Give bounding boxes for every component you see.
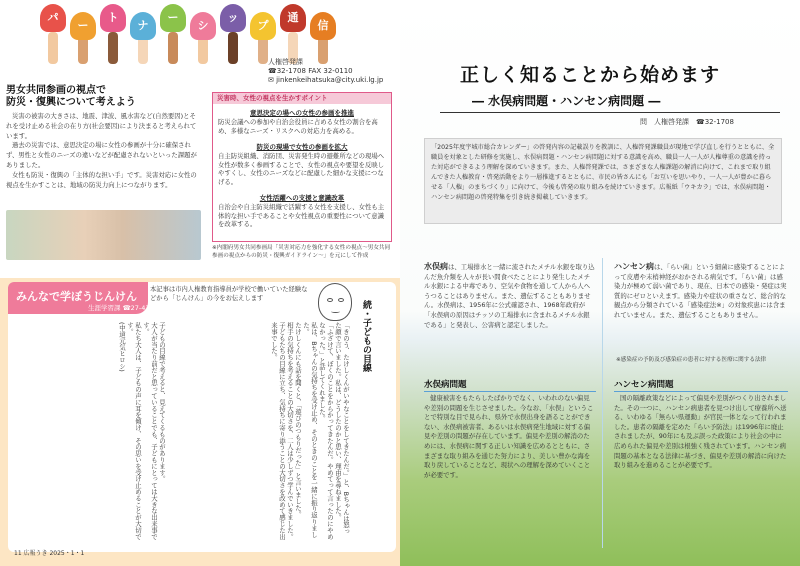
- points-box-heading: 災害時、女性の視点を生かすポイント: [213, 93, 391, 104]
- column-divider: [602, 258, 603, 548]
- minamata-column: [424, 262, 596, 330]
- contact-dept-right: 問 人権啓発課 ☎32-1708: [640, 118, 734, 126]
- points-box: [212, 92, 392, 242]
- source-note: ※内閣府男女共同参画局「災害対応力を強化する女性の視点〜男女共同参画の視点からの防災・復興ガイドライン〜」を元にして作成: [212, 245, 391, 259]
- point-heading: 防災の現場で女性の参画を拡大: [256, 143, 348, 151]
- banner-hand-char: シ: [190, 12, 216, 40]
- jinken-title: みんなで学ぼうじんけん: [16, 290, 137, 303]
- page-title: 正しく知ることから始めます: [460, 64, 721, 86]
- author-name: (中道元気ヒロシ): [118, 322, 126, 372]
- point-heading: 意思決定の場への女性の参画を推進: [250, 109, 354, 117]
- banner-arm: [168, 32, 178, 64]
- contact-phone: ☎32-1708 FAX 32-0110: [268, 67, 353, 75]
- vertical-column-text-left: 子どもの目線で考えると、見えてくるものがあります。 大人が当たり前だと思っていることでも、子どもにとっては大きな出来事です。 私たち大人は、子どもの声に耳を傾け、その思いを受け止めることが大切です。 (中道元気ヒロシ): [118, 322, 166, 540]
- article-paragraph: 災害の被害の大きさは、地震、津波、風水害など(自然要因)とそれを受け止める社会の在り方(社会要因)により決まると考えられています。: [6, 112, 197, 140]
- vertical-column-text: 「きのう、たけしくんがいやなことをしてきたんだ。」と、Bちゃんは怒った顔で言いました。私は、どうしたのかと思い、理由を尋ねました。 「ふざけて、ぼくのことをからかってきたんだ。やめてって言ったのにやめなかった。」と話してくれました。 私は、Bちゃんの気持ちを受け止め、そのときのことを一緒に振り返りました。 たけしくんにも話を聞くと、「遊びのつもりだった」と言いました。 相手の気持ちを考えることの大切さを、二人は少しずつ学んでいきました。 子どもたちの目線に立ち、気持ちに寄り添うことの大切さを改めて感じた出来事でした。: [270, 322, 350, 540]
- article-paragraph: 過去の災害では、意思決定の場に女性の参画が十分に確保されず、男性と女性のニーズの違いなどが配慮されないといった課題がありました。: [6, 141, 197, 169]
- banner-hand-char: ー: [70, 12, 96, 40]
- hands-photo: [6, 210, 201, 260]
- page-subtitle: ― 水俣病問題・ハンセン病問題 ―: [472, 94, 661, 108]
- contact-dept: 人権啓発課: [268, 58, 303, 66]
- hansen-issue-text: 国の隔離政策などによって偏見や差別がつくり出されました。その一つに、ハンセン病患者を見つけ出して療養所へ送る、いわゆる「無らい県運動」が官民一体となって行われました。患者の隔離を定めた「らい予防法」は1996年に廃止されましたが、90年にも及ぶ誤った政策により社会の中に広められた偏見や差別は根強く残されています。ハンセン病問題の基本となる法律に基づき、偏見や差別の解消に向けた取り組みを進めることが必要です。: [614, 394, 787, 470]
- point-heading: 女性活躍への支援と意識改革: [259, 194, 345, 202]
- banner-arm: [228, 32, 238, 64]
- banner-hand-char: 信: [310, 12, 336, 40]
- hansen-text: は、「らい菌」という細菌に感染することによって皮膚や末梢神経がおかされる病気です。「らい菌」は感染力が極めて弱い菌であり、現在、日本での感染・発症は実質的にゼロといえます。感染力や症状の重さなど、総合的な観点から分類されている「感染症法※」の対象疾患には含まれていません。また、遺伝することもありません。: [614, 263, 787, 319]
- banner-hand-char: ナ: [130, 12, 156, 40]
- banner-hand-char: ー: [160, 4, 186, 32]
- point-text: 自治会や自主防災組織で活躍する女性を支援し、女性も主体的な担い手であることや女性視点の重要性について意識を改革する。: [218, 203, 385, 229]
- point-text: 防災会議への参加や自治会役員に占める女性の割合を高め、多様なニーズ・リスクへの対応力を高める。: [218, 118, 378, 135]
- minamata-heading: 水俣病問題: [424, 378, 596, 392]
- hansen-footnote: ※感染症の予防及び感染症の患者に対する医療に関する法律: [616, 357, 767, 363]
- banner-hand-char: 通: [280, 4, 306, 32]
- contact-email: ✉ jinkenkeihatsuka@city.uki.lg.jp: [268, 76, 384, 84]
- banner-arm: [48, 32, 58, 64]
- jinken-description: 本記事は市内人権教育指導員が学校で働いていた経験などから「じんけん」の今をお伝えします: [150, 286, 308, 302]
- minamata-text: は、工場排水と一緒に流されたメチル水銀を取り込んだ魚介類を人々が長い間食べたことにより発生したメチル水銀による中毒であり、空気や食物を通して人から人へうつることはありません。また、遺伝することもありません。水俣病は、1956年に公式確認され、1968年政府が「水俣病の原因はチッソの工場排水に含まれるメチル水銀である」と発表し、公害病と認定しました。: [424, 263, 595, 329]
- intro-box: 「2025年度宇城市総合カレンダー」の啓発内容の記載誤りを教訓に、人権啓発課職員が現地で学び直しを行うとともに、全職員を対象とした研修を実施し、水俣病問題・ハンセン病問題に対する意識を高め、職員一人一人が人権尊重の意識を持った対応ができるよう理解を深めていきます。また、人権啓発課では、さまざまな人権課題の解消に向けて、これまで取り組んできた人権教育・啓発活動をより一層推進するとともに、市民の皆さんにも「お互いを思いやり、一人一人が豊かに暮らせる「人権」のまちづくり」に向けて、今後も啓発の取り組みを続けていきます。広報紙「ウキカラ」では、水俣病問題・ハンセン病問題の啓発特集を引き続き掲載していきます。: [424, 138, 782, 224]
- hansen-heading: ハンセン病問題: [614, 378, 788, 392]
- partnership-banner: [40, 2, 360, 64]
- minamata-lead: 水俣病: [424, 262, 448, 271]
- page-number: 11 広報うき 2025・1・1: [14, 550, 85, 557]
- article-body: [6, 112, 202, 190]
- minamata-issue-text: 健康被害をもたらしたばかりでなく、いわれのない偏見や差別の問題を生じさせました。今なお、「水俣」ということで特別な目で見られ、県外で水俣出身を語ることができない、水俣病被害者、あるいは水俣病発生地域に対する偏見や差別の問題が存在しています。偏見や差別の解消のためには、水俣病に関する正しい知識を広めるとともに、さまざまな取り組みを通じた努力により、美しい豊かな海を取り戻していることなど、現状への理解を深めていくことが必要です。: [424, 394, 594, 479]
- banner-arm: [108, 32, 118, 64]
- contact-info: [268, 58, 383, 85]
- banner-hand-char: プ: [250, 12, 276, 40]
- author-illustration: [318, 283, 352, 321]
- hansen-column: [614, 262, 788, 321]
- banner-hand-char: パ: [40, 4, 66, 32]
- title-divider: [440, 112, 780, 113]
- banner-hand-char: ッ: [220, 4, 246, 32]
- banner-hand-char: ト: [100, 4, 126, 32]
- hansen-lead: ハンセン病: [614, 262, 654, 271]
- article-paragraph: 女性も防災・復興の「主体的な担い手」です。災害対応に女性の視点を生かすことは、地域の防災力向上につながります。: [6, 170, 197, 189]
- jinken-contact: 生涯学習課 ☎27-4300: [88, 304, 158, 312]
- point-text: 自主防災組織、消防団、災害発生時の避難所などの現場へ女性が数多く参画することで、女性の視点や要望を反映しやすくし、女性のニーズなどに配慮した細かな支援につなげる。: [218, 152, 385, 186]
- section-title: 男女共同参画の視点で 防災・復興について考えよう: [6, 85, 136, 108]
- column-heading: 続・子どもの目線: [361, 300, 371, 372]
